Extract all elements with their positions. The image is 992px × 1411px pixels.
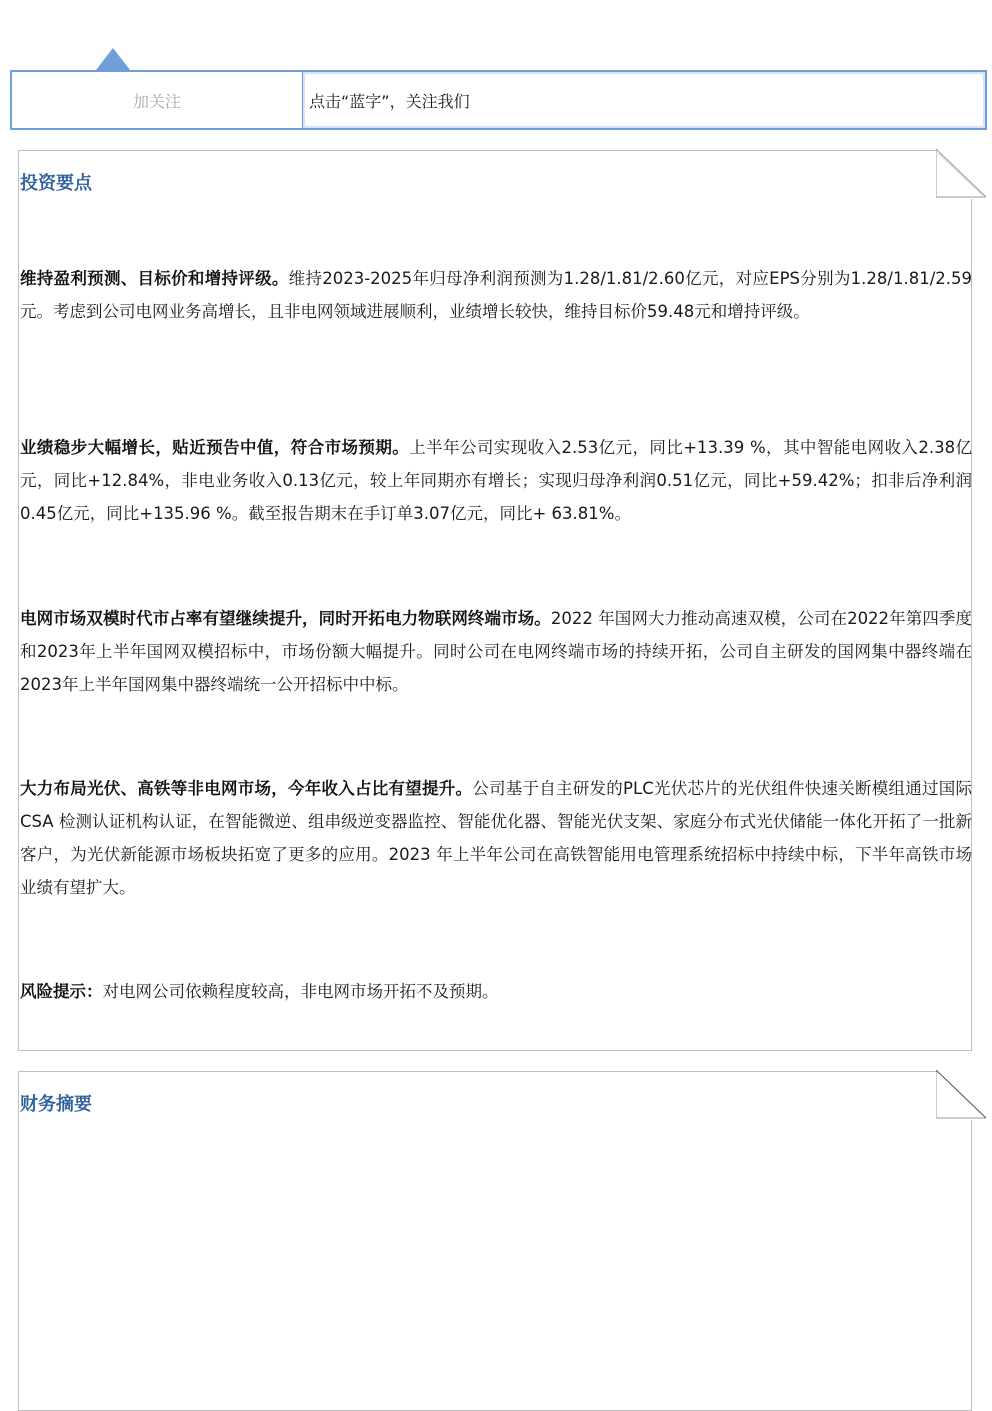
paragraph (20, 262, 972, 328)
paragraph (20, 975, 972, 1008)
paragraph-heading: 维持盈利预测、目标价和增持评级。 (20, 269, 289, 288)
section-title: 投资要点 (20, 173, 92, 194)
paragraph-text: 公司基于自主研发的PLC光伏芯片的光伏组件快速关断模组通过国际 CSA 检测认证机构认证，在智能微逆、组串级逆变器监控、智能优化器、智能光伏支架、家庭分布式光伏储能一体化开拓了一批新客户，为光伏新能源市场板块拓宽了更多的应用。2023 年上半年公司在高铁智能用电管理系统招标中持续中标，下半年高铁市场业绩有望扩大。 (20, 779, 973, 897)
page-curl-icon (936, 1070, 986, 1120)
follow-button[interactable]: 加关注 (10, 70, 304, 130)
section-title: 财务摘要 (20, 1094, 92, 1115)
follow-banner (10, 70, 984, 130)
paragraph-text: 2022 年国网大力推动高速双模，公司在2022年第四季度和2023年上半年国网双模招标中，市场份额大幅提升。同时公司在电网终端市场的持续开拓，公司自主研发的国网集中器终端在2023年上半年国网集中器终端统一公开招标中中标。 (20, 609, 973, 694)
paragraph (20, 602, 972, 701)
paragraph-text: 对电网公司依赖程度较高，非电网市场开拓不及预期。 (102, 982, 499, 1001)
investment-points-section (18, 150, 972, 1051)
paragraph-text: 维持2023-2025年归母净利润预测为1.28/1.81/2.60亿元，对应EPS分别为1.28/1.81/2.59元。考虑到公司电网业务高增长，且非电网领域进展顺利，业绩增长较快，维持目标价59.48元和增持评级。 (20, 269, 973, 321)
page-curl-icon (936, 149, 986, 199)
paragraph-heading: 电网市场双模时代市占率有望继续提升，同时开拓电力物联网终端市场。 (20, 609, 551, 628)
paragraph (20, 772, 972, 904)
paragraph-heading: 业绩稳步大幅增长，贴近预告中值，符合市场预期。 (20, 438, 410, 457)
paragraph-heading: 风险提示： (20, 982, 103, 1001)
section-frame (18, 1071, 972, 1411)
paragraph (20, 431, 972, 530)
paragraph-text: 上半年公司实现收入2.53亿元，同比+13.39 %，其中智能电网收入2.38亿元，同比+12.84%，非电业务收入0.13亿元，较上年同期亦有增长；实现归母净利润0.51亿元，同比+59.42%；扣非后净利润0.45亿元，同比+135.96 %。截至报告期末在手订单3.07亿元，同比+ 63.81%。 (20, 438, 973, 523)
follow-message: 点击“蓝字”，关注我们 (302, 70, 987, 130)
pointer-triangle-icon (96, 48, 130, 70)
financial-summary-section (18, 1071, 972, 1411)
paragraph-heading: 大力布局光伏、高铁等非电网市场，今年收入占比有望提升。 (20, 779, 473, 798)
